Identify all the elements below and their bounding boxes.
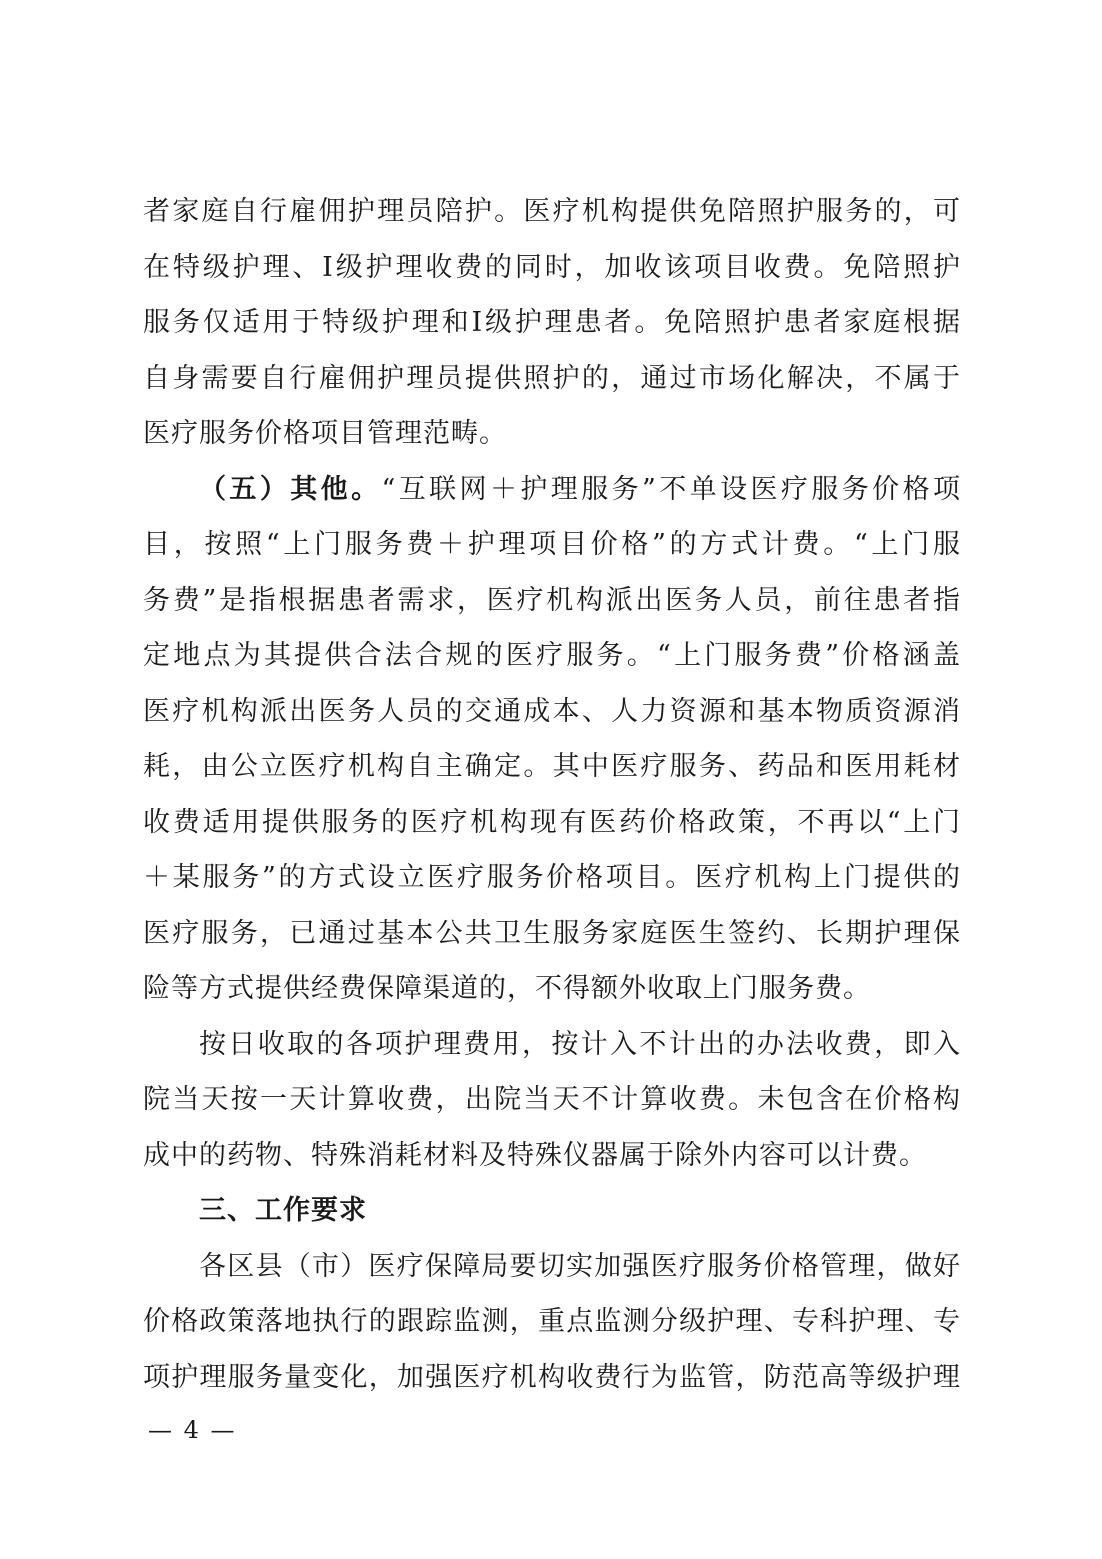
section-lead-bold: （五）其他。 bbox=[199, 473, 382, 505]
text-line: 耗，由公立医疗机构自主确定。其中医疗服务、药品和医用耗材 bbox=[143, 751, 961, 782]
paragraph-five-first-line bbox=[143, 462, 961, 518]
section-heading: 三、工作要求 bbox=[199, 1195, 367, 1226]
text-line: 成中的药物、特殊消耗材料及特殊仪器属于除外内容可以计费。 bbox=[143, 1139, 927, 1171]
text-line: 服务仅适用于特级护理和Ⅰ级护理患者。免陪照护患者家庭根据 bbox=[143, 307, 961, 338]
page-number: — 4 — bbox=[148, 1416, 237, 1444]
text-line: 定地点为其提供合法合规的医疗服务。“上门服务费”价格涵盖 bbox=[143, 640, 961, 671]
text-line: 自身需要自行雇佣护理员提供照护的，通过市场化解决，不属于 bbox=[143, 362, 961, 394]
text-line: 险等方式提供经费保障渠道的，不得额外收取上门服务费。 bbox=[143, 973, 871, 1004]
text-span: “互联网＋护理服务”不单设医疗服务价格项 bbox=[381, 473, 962, 505]
text-line: 务费”是指根据患者需求，医疗机构派出医务人员，前往患者指 bbox=[143, 584, 961, 616]
text-line: 医疗服务价格项目管理范畴。 bbox=[143, 418, 507, 449]
document-body bbox=[143, 184, 961, 1405]
text-line: 收费适用提供服务的医疗机构现有医药价格政策，不再以“上门 bbox=[143, 806, 961, 838]
text-line: ＋某服务”的方式设立医疗服务价格项目。医疗机构上门提供的 bbox=[143, 862, 961, 893]
text-line: 各区县（市）医疗保障局要切实加强医疗服务价格管理，做好 bbox=[199, 1250, 961, 1282]
text-line: 价格政策落地执行的跟踪监测，重点监测分级护理、专科护理、专 bbox=[143, 1306, 961, 1337]
text-line: 者家庭自行雇佣护理员陪护。医疗机构提供免陪照护服务的，可 bbox=[143, 196, 961, 227]
text-line: 按日收取的各项护理费用，按计入不计出的办法收费，即入 bbox=[199, 1028, 961, 1060]
text-line: 项护理服务量变化，加强医疗机构收费行为监管，防范高等级护理 bbox=[143, 1361, 961, 1393]
text-line: 医疗机构派出医务人员的交通成本、人力资源和基本物质资源消 bbox=[143, 695, 961, 727]
text-line: 院当天按一天计算收费，出院当天不计算收费。未包含在价格构 bbox=[143, 1084, 961, 1115]
text-line: 医疗服务，已通过基本公共卫生服务家庭医生签约、长期护理保 bbox=[143, 917, 961, 949]
text-line: 目，按照“上门服务费＋护理项目价格”的方式计费。“上门服 bbox=[143, 529, 961, 560]
text-line: 在特级护理、Ⅰ级护理收费的同时，加收该项目收费。免陪照护 bbox=[143, 251, 961, 283]
